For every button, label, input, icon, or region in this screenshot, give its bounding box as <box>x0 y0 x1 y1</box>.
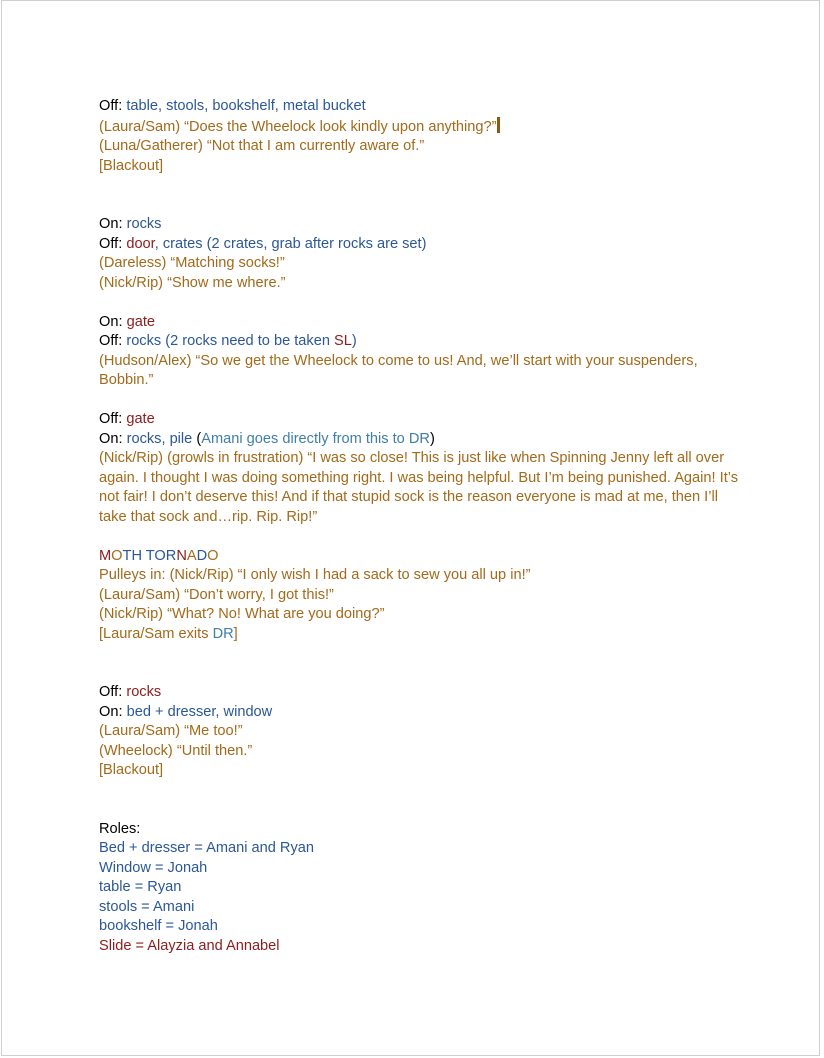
stage-direction <box>99 625 739 645</box>
on-label: On: <box>99 313 123 330</box>
dialogue-line: (Laura/Sam) “Don’t worry, I got this!” <box>99 586 334 603</box>
title-part: TOR <box>145 547 177 564</box>
off-label: Off: <box>99 235 123 252</box>
dialogue-text: (Laura/Sam) “Does the Wheelock look kindly upon anything?” <box>99 118 497 135</box>
moth-tornado-heading <box>99 547 739 567</box>
script-content <box>99 97 739 956</box>
on-note: Amani goes directly from this to DR <box>201 430 430 447</box>
dialogue-line: (Nick/Rip) (growls in frustration) “I was so close! This is just like when Spinning Jenny left all over again. I thought I was doing something right. I was being helpful. But I’m being punished. Again! It’s not fair! I don’t deserve this! And if that stupid sock is the reason everyone is mad at me, then I’ll take that sock and…rip. Rip. Rip!” <box>99 450 739 525</box>
dialogue-line: Pulleys in: (Nick/Rip) “I only wish I had a sack to sew you all up in!” <box>99 567 531 583</box>
down-right: DR <box>212 625 234 642</box>
stage-direction-text: [Laura/Sam exits <box>99 625 213 642</box>
role-item: bookshelf = Jonah <box>99 918 218 934</box>
dialogue-line: (Luna/Gatherer) “Not that I am currently aware of.” <box>99 138 425 154</box>
role-item: Bed + dresser = Amani and Ryan <box>99 840 314 856</box>
on-line <box>99 703 739 723</box>
roles-heading: Roles: <box>99 820 141 837</box>
role-item: Slide = Alayzia and Annabel <box>99 937 280 954</box>
on-label: On: <box>99 216 123 232</box>
paren-open: ( <box>192 430 202 447</box>
title-part: M <box>99 547 112 564</box>
on-label: On: <box>99 703 123 720</box>
on-label: On: <box>99 430 123 447</box>
dialogue-line: (Wheelock) “Until then.” <box>99 742 253 759</box>
off-label: Off: <box>99 684 123 700</box>
dialogue-line: (Nick/Rip) “Show me where.” <box>99 274 286 291</box>
title-part: O <box>111 547 123 564</box>
dialogue-line: (Nick/Rip) “What? No! What are you doing?” <box>99 606 385 622</box>
off-item-crates: crates (2 crates, grab after rocks are set) <box>162 235 427 252</box>
document-page <box>1 0 820 1056</box>
on-items: bed + dresser, window <box>126 703 273 720</box>
title-part: D <box>196 547 208 564</box>
paren-close: ) <box>351 333 357 349</box>
off-line <box>99 683 739 703</box>
off-label: Off: <box>99 333 123 349</box>
off-items: gate <box>126 411 155 427</box>
text-cursor <box>497 117 500 133</box>
on-items: rocks, pile <box>126 430 193 447</box>
off-items: table, stools, bookshelf, metal bucket <box>126 98 366 114</box>
off-items: rocks (2 rocks need to be taken <box>126 333 334 349</box>
stage-direction: [Blackout] <box>99 762 164 778</box>
on-line <box>99 215 739 235</box>
title-part: N <box>176 547 187 564</box>
off-label: Off: <box>99 98 123 114</box>
title-part: O <box>207 547 219 564</box>
on-items: rocks <box>126 216 162 232</box>
paren-close: ) <box>429 430 435 447</box>
on-items: gate <box>126 313 155 330</box>
title-part: TH <box>122 547 146 564</box>
dialogue-line <box>99 117 739 138</box>
role-item: table = Ryan <box>99 879 182 895</box>
off-line <box>99 97 739 117</box>
dialogue-line: (Laura/Sam) “Me too!” <box>99 723 243 739</box>
role-item: stools = Amani <box>99 898 195 915</box>
off-sep: , <box>154 235 163 252</box>
dialogue-line: (Hudson/Alex) “So we get the Wheelock to come to us! And, we’ll start with your suspenders, Bobbin.” <box>99 352 698 388</box>
off-items: rocks <box>126 684 162 700</box>
off-line <box>99 332 739 352</box>
dialogue-line: (Dareless) “Matching socks!” <box>99 255 285 271</box>
stage-left: SL <box>334 333 352 349</box>
off-line <box>99 235 739 255</box>
on-line <box>99 430 739 450</box>
off-label: Off: <box>99 411 123 427</box>
off-item-door: door <box>126 235 155 252</box>
on-line <box>99 313 739 333</box>
stage-direction: [Blackout] <box>99 157 164 174</box>
bracket-close: ] <box>233 625 238 642</box>
role-item: Window = Jonah <box>99 859 208 876</box>
title-part: A <box>186 547 197 564</box>
off-line <box>99 410 739 430</box>
